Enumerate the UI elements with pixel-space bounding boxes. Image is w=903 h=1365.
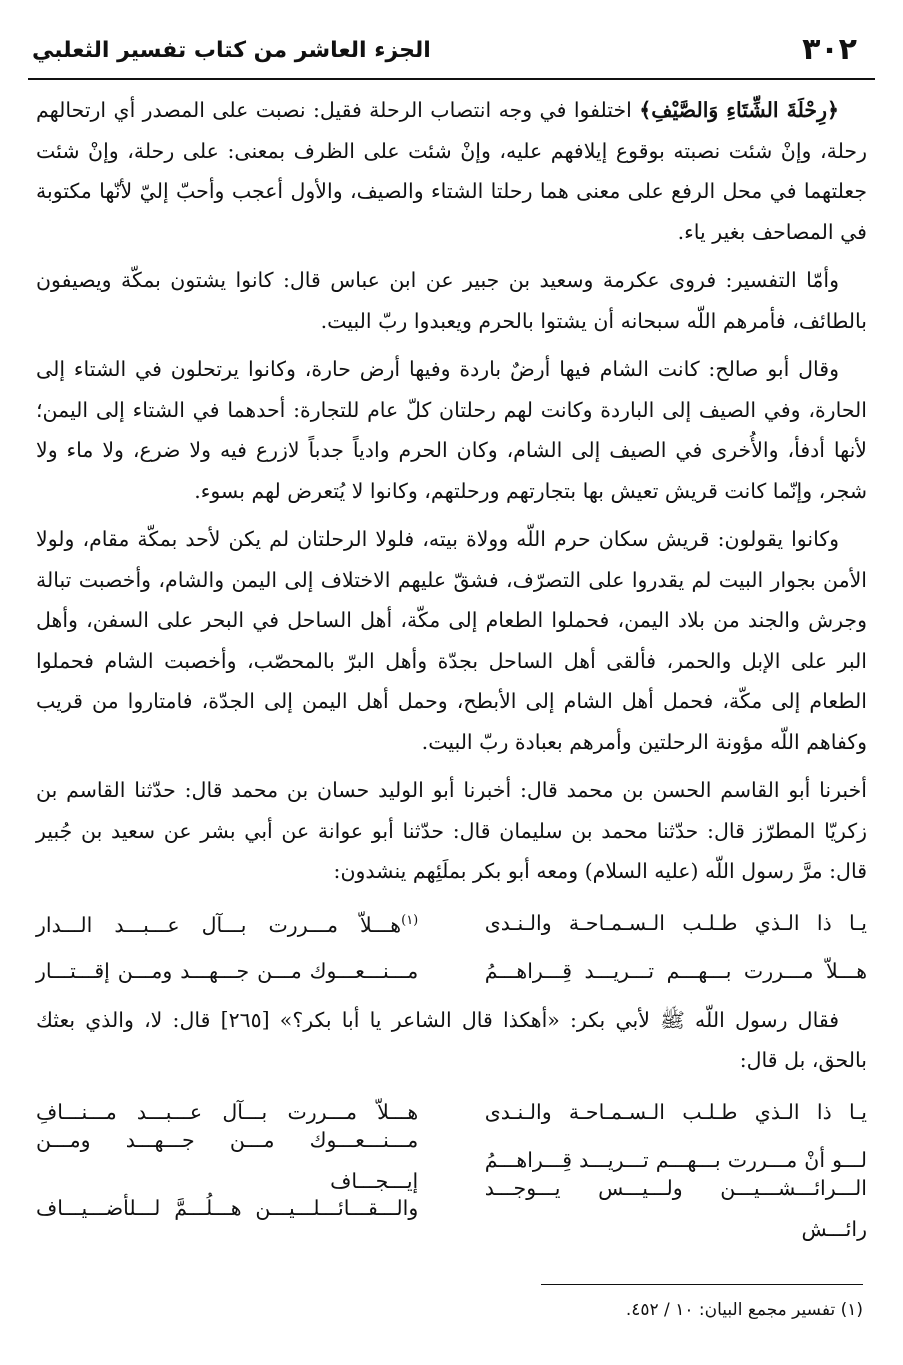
quran-verse: ﴿رِحْلَةَ الشِّتَاءِ وَالصَّيْفِ﴾ <box>639 98 839 122</box>
paragraph: وكانوا يقولون: قريش سكان حرم اللّه وولاة بيته، فلولا الرحلتان لم يكن لأحد بمكّة مقام، ولولا الأمن بجوار البيت لم يقدروا على التصرّف، فشقّ عليهم الاختلاف إلى اليمن والشام، وأخصبت تبالة وجرش والجند من بلاد اليمن، فحملوا الطعام إلى مكّة، أهل الساحل في البحر على السفن، وأهل البر على الإبل والحمر، فألقى أهل الساحل بجدّة وأهل البرّ بالمحصّب، وأخصبت الشام فحملوا الطعام إلى مكّة، فحمل أهل الشام إلى الأبطح، وحمل أهل اليمن إلى الجدّة، فامتاروا من قريب وكفاهم اللّه مؤونة الرحلتين وأمرهم بعبادة ربّ البيت. <box>36 527 867 754</box>
hemistich-right: يـا ذا الـذي طـلـب الـسـمـاحـة والـنـدى <box>484 911 867 936</box>
paragraph <box>36 90 867 252</box>
hemistich-left-text: هـــلاّ مـــررت بـــآل عـــبـــد الـــدار <box>36 913 402 938</box>
paragraph: أخبرنا أبو القاسم الحسن بن محمد قال: أخبرنا أبو الوليد حسان بن محمد قال: حدّثنا القاسم بن زكريّا المطرّز قال: حدّثنا محمد بن سليمان قال: حدّثنا أبو عوانة عن أبي بشر عن سعيد بن جُبير قال: مرَّ رسول اللّه (عليه السلام) ومعه أبو بكر بملَئِهم ينشدون: <box>36 778 867 883</box>
running-title: الجزء العاشر من كتاب تفسير الثعلبي <box>32 38 431 63</box>
hemistich-left <box>36 901 418 945</box>
hemistich-right: يـا ذا الـذي طـلـب الـسـمـاحـة والـنـدى <box>484 1100 867 1125</box>
main-text <box>36 90 867 1241</box>
poem-verse <box>36 948 867 996</box>
hemistich-left: هـــلاّ مـــررت بـــآل عـــبـــد مـــنـــافِ <box>36 1100 419 1125</box>
paragraph: وأمّا التفسير: فروى عكرمة وسعيد بن جبير عن ابن عباس قال: كانوا يشتون بمكّة ويصيفون بالطائف، فأمرهم اللّه سبحانه أن يشتوا بالحرم ويعبدوا ربّ البيت. <box>36 268 867 333</box>
footnote-divider <box>541 1284 863 1285</box>
hemistich-right: لـــو أنْ مـــررت بـــهـــم تـــريـــد قِـــراهـــمُ <box>484 1148 867 1173</box>
hemistich-left: مـــنـــعـــوك مـــن جـــهـــد ومـــن إيـــجـــاف <box>36 1128 419 1193</box>
poem-second <box>36 1089 867 1241</box>
paragraph: وقال أبو صالح: كانت الشام فيها أرضٌ باردة وفيها أرض حارة، وكانوا يرتحلون في الشتاء إلى الحارة، وفي الصيف إلى الباردة وكانت لهم رحلتان كلّ عام للتجارة: أحدهما في الشتاء إلى اليمن؛ لأنها أدفأ، والأُخرى في الصيف إلى الشام، وكان الحرم وادياً جدباً لازرع فيه ولا ضرع، ولا ماء ولا شجر، وإنّما كانت قريش تعيش بها بتجارتهم ورحلتهم، وكانوا لا يُتعرض لهم بسوء. <box>36 357 867 503</box>
page-number: ٣٠٢ <box>802 32 857 67</box>
page-header <box>28 28 875 80</box>
hemistich-left: والـــقـــائـــلـــيـــن هـــلُـــمَّ لـــلأضـــيـــاف <box>36 1196 419 1221</box>
hemistich-right: هـــلاّ مـــررت بـــهـــم تـــريـــد قِـــراهـــمُ <box>484 959 867 984</box>
footnote: (١) تفسير مجمع البيان: ١٠ / ٤٥٢. <box>625 1300 863 1320</box>
paragraph: فقال رسول اللّه ﷺ لأبي بكر: «أهكذا قال الشاعر يا أبا بكر؟» [٢٦٥] قال: لا، والذي بعثك بالحق، بل قال: <box>36 1007 867 1072</box>
poem-verse <box>36 900 867 948</box>
hemistich-left: مـــنـــعـــوك مـــن جـــهـــد ومـــن إقـــتـــار <box>36 959 419 984</box>
hemistich-right: الـــرائـــشـــيـــن ولـــيـــس يـــوجـــد رائـــش <box>484 1176 867 1241</box>
poem-verse <box>36 1176 867 1241</box>
paragraph-text: اختلفوا في وجه انتصاب الرحلة فقيل: نصبت على المصدر أي ارتحالهم رحلة، وإنْ شئت نصبته بوقوع إيلافهم عليه، وإنْ شئت على الظرف بمعنى: على رحلة، وإنْ شئت جعلتهما في محل الرفع على معنى هما رحلتا الشتاء والصيف، والأول أعجب وأحبّ إليّ لأنّها مكتوبة في المصاحف بغير ياء. <box>36 98 867 244</box>
poem-first <box>36 900 867 996</box>
footnote-ref: (١) <box>401 913 419 929</box>
